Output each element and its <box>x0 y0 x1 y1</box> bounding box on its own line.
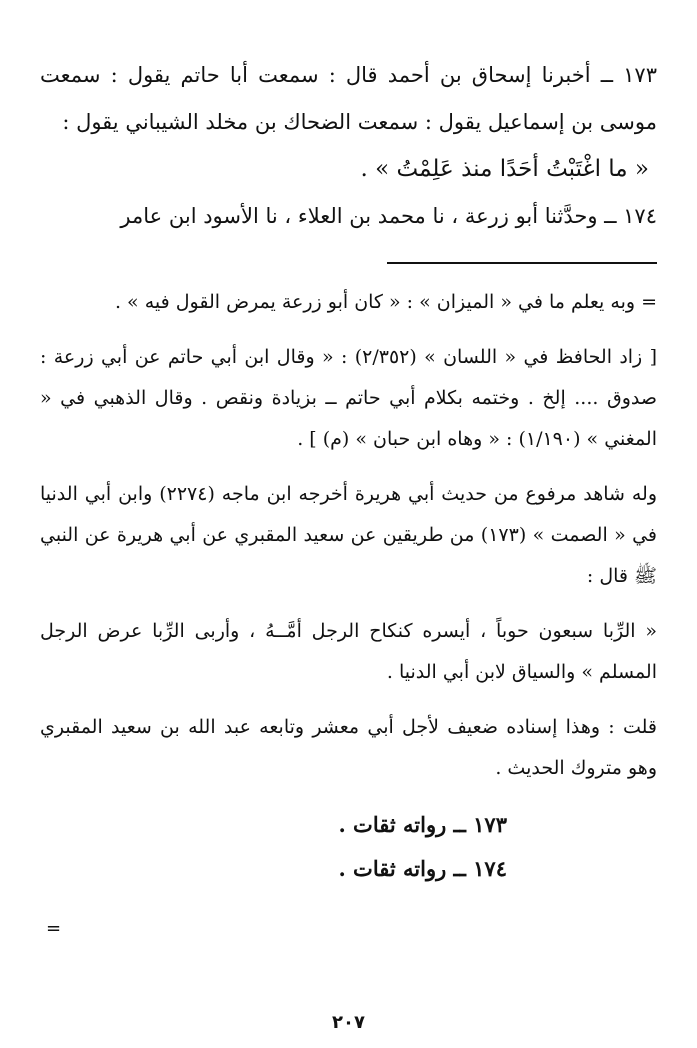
footnotes <box>40 282 657 891</box>
footnote-divider <box>387 262 657 264</box>
page-number: ٢٠٧ <box>332 1012 365 1033</box>
footnote-witness: وله شاهد مرفوع من حديث أبي هريرة أخرجه ابن ماجه (٢٢٧٤) وابن أبي الدنيا في « الصمت » (١٧٣) من طريقين عن سعيد المقبري عن أبي هريرة عن النبي ﷺ قال : <box>40 483 657 587</box>
footnote-comment: قلت : وهذا إسناده ضعيف لأجل أبي معشر وتابعه عبد الله بن سعيد المقبري وهو متروك الحديث . <box>40 716 657 779</box>
page-content <box>40 52 657 891</box>
main-text <box>40 52 657 240</box>
paragraph-174: ١٧٤ ــ وحدَّثنا أبو زرعة ، نا محمد بن العلاء ، نا الأسود ابن عامر <box>120 204 657 228</box>
footnote-hadith-quote: « الرِّبا سبعون حوباً ، أيسره كنكاح الرجل أمَّــهُ ، وأربى الرِّبا عرض الرجل المسلم » والسياق لابن أبي الدنيا . <box>40 620 657 683</box>
footnote-continuation: = وبه يعلم ما في « الميزان » : « كان أبو زرعة يمرض القول فيه » . <box>114 291 657 313</box>
footnote-173: ١٧٣ ــ رواته ثقات . <box>338 812 507 837</box>
paragraph-173: ١٧٣ ــ أخبرنا إسحاق بن أحمد قال : سمعت أبا حاتم يقول : سمعت موسى بن إسماعيل يقول : سمعت الضحاك بن مخلد الشيباني يقول : <box>40 63 657 134</box>
quote-173: « ما اغْتَبْتُ أحَدًا منذ عَلِمْتُ » . <box>360 156 649 182</box>
continuation-mark: = <box>46 918 62 939</box>
footnote-addition: [ زاد الحافظ في « اللسان » (٢/٣٥٢) : « وقال ابن أبي حاتم عن أبي زرعة : صدوق .... إلخ . وختمه بكلام أبي حاتم ــ بزيادة ونقص . وقال الذهبي في « المغني » (١/١٩٠) : « وهاه ابن حبان » (م) ] . <box>40 346 657 450</box>
footnote-174: ١٧٤ ــ رواته ثقات . <box>338 856 507 881</box>
